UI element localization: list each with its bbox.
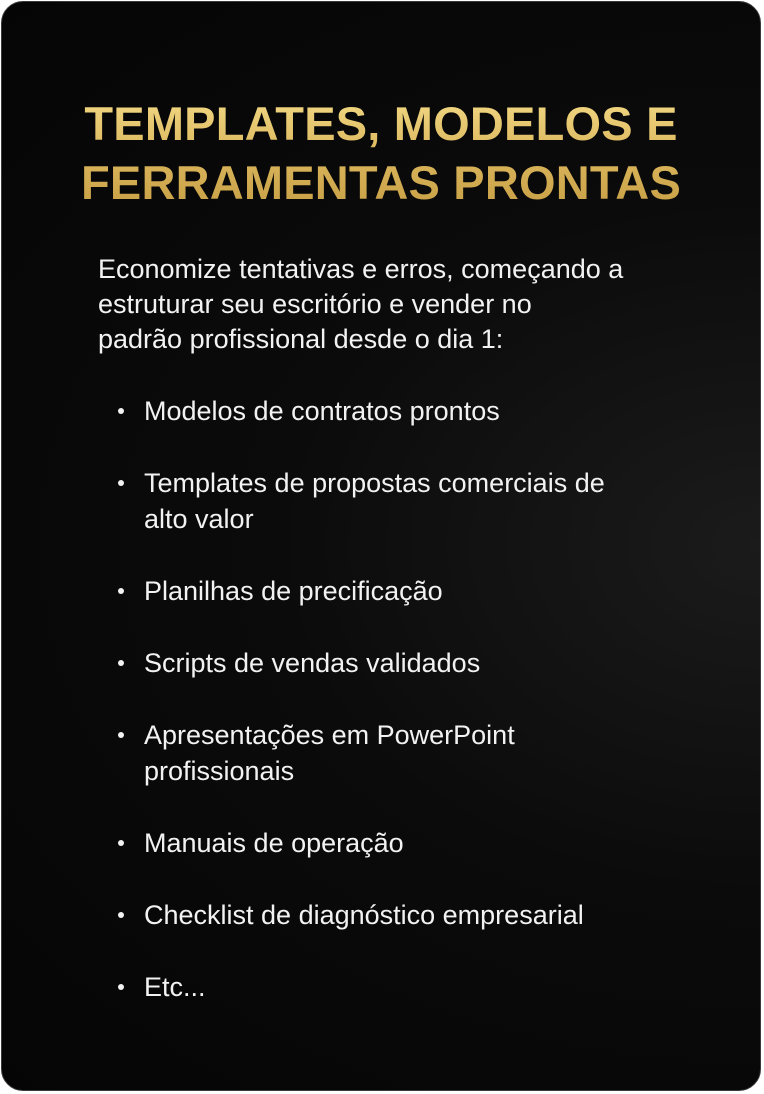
list-item-label: Etc... <box>144 972 206 1002</box>
bullet-icon <box>118 732 124 738</box>
list-item-label: Manuais de operação <box>144 828 404 858</box>
list-item-label: Modelos de contratos prontos <box>144 396 500 426</box>
intro-paragraph <box>98 252 688 357</box>
intro-line-2: estruturar seu escritório e vender no <box>98 289 532 319</box>
bullet-icon <box>118 588 124 594</box>
list-item <box>112 645 692 681</box>
card-title-line-2: FERRAMENTAS PRONTAS <box>81 156 681 209</box>
list-item <box>112 717 692 789</box>
bullet-icon <box>118 660 124 666</box>
intro-line-1: Economize tentativas e erros, começando a <box>98 254 624 284</box>
bullet-icon <box>118 840 124 846</box>
list-item-label: Scripts de vendas validados <box>144 648 481 678</box>
list-item <box>112 465 692 537</box>
list-item <box>112 573 692 609</box>
bullet-icon <box>118 480 124 486</box>
list-item-label: Checklist de diagnóstico empresarial <box>144 900 584 930</box>
bullet-icon <box>118 408 124 414</box>
list-item-label: Planilhas de precificação <box>144 576 443 606</box>
content-card <box>1 1 761 1091</box>
card-title-line-1: TEMPLATES, MODELOS E <box>84 97 678 150</box>
list-item-label-continued: alto valor <box>144 504 254 534</box>
bullet-icon <box>118 912 124 918</box>
list-item <box>112 825 692 861</box>
list-item <box>112 897 692 933</box>
card-title <box>2 94 760 212</box>
list-item <box>112 969 692 1005</box>
list-item-label-continued: profissionais <box>144 756 295 786</box>
list-item-label: Templates de propostas comerciais de <box>144 468 605 498</box>
bullet-icon <box>118 984 124 990</box>
list-item-label: Apresentações em PowerPoint <box>144 720 515 750</box>
intro-line-3: padrão profissional desde o dia 1: <box>98 324 504 354</box>
list-item <box>112 393 692 429</box>
resource-list <box>112 393 692 1041</box>
